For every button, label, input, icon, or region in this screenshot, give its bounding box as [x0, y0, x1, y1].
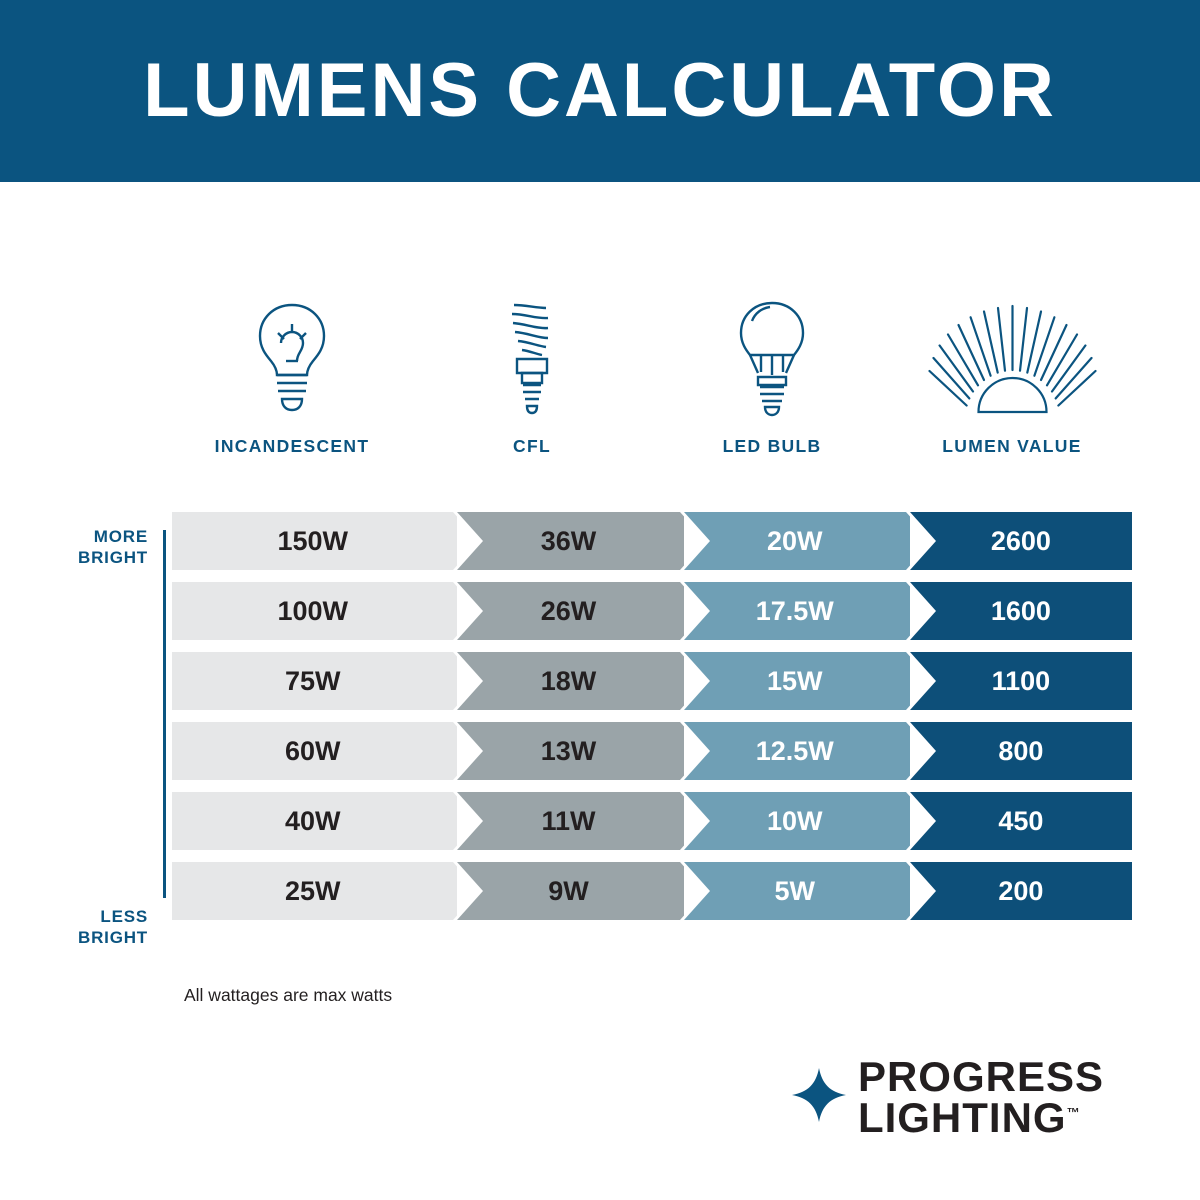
logo-line-progress: PROGRESS [857, 1053, 1104, 1101]
cell-led [684, 862, 906, 920]
cell-value: 36W [540, 525, 597, 556]
table-row [172, 792, 1132, 850]
column-label: CFL [513, 436, 551, 456]
column-header-led [652, 290, 892, 470]
cell-led [684, 582, 906, 640]
logo-line-lighting [857, 1093, 1104, 1141]
column-label: LED BULB [722, 436, 822, 456]
cell-value: 60W [284, 735, 341, 766]
cell-value: 25W [284, 875, 341, 906]
cell-cfl [457, 582, 679, 640]
table-row [172, 862, 1132, 920]
cell-incandescent [172, 652, 453, 710]
cell-incandescent [172, 792, 453, 850]
cell-led [684, 792, 906, 850]
table-row [172, 722, 1132, 780]
cell-led [684, 512, 906, 570]
cell-cfl [457, 792, 679, 850]
column-header-incandescent [172, 290, 412, 470]
cfl-bulb-icon [477, 290, 587, 420]
cell-value: 150W [277, 525, 348, 556]
cell-led [684, 652, 906, 710]
cell-lumens [910, 652, 1132, 710]
page-header [0, 0, 1200, 182]
column-header-lumen-value [892, 290, 1132, 470]
axis-label-more-bright: MORE BRIGHT [78, 527, 148, 568]
cell-value: 75W [284, 665, 341, 696]
incandescent-bulb-icon [237, 290, 347, 420]
cell-incandescent [172, 512, 453, 570]
table-row [172, 512, 1132, 570]
cell-lumens [910, 722, 1132, 780]
cell-lumens [910, 862, 1132, 920]
cell-value: 13W [540, 735, 597, 766]
column-headers [172, 290, 1132, 470]
sun-rays-icon [925, 290, 1100, 420]
cell-incandescent [172, 862, 453, 920]
logo-lighting-text: LIGHTING [857, 1093, 1067, 1141]
column-label: INCANDESCENT [214, 436, 370, 456]
cell-cfl [457, 652, 679, 710]
brightness-axis [62, 512, 170, 962]
cell-value: 17.5W [755, 595, 834, 626]
page-title: LUMENS CALCULATOR [143, 48, 1057, 133]
cell-led [684, 722, 906, 780]
cell-value: 15W [766, 665, 823, 696]
axis-line [163, 530, 166, 898]
cell-incandescent [172, 722, 453, 780]
cell-value: 20W [766, 525, 823, 556]
cell-value: 11W [541, 805, 596, 836]
footnote: All wattages are max watts [184, 985, 393, 1005]
cell-lumens [910, 792, 1132, 850]
axis-label-less-bright: LESS BRIGHT [78, 907, 148, 948]
cell-value: 800 [998, 735, 1044, 766]
brand-logo [790, 1053, 1104, 1141]
column-label: LUMEN VALUE [942, 436, 1082, 456]
trademark-symbol: ™ [1066, 1104, 1080, 1120]
comparison-table [172, 512, 1132, 932]
led-bulb-icon [717, 290, 827, 420]
cell-lumens [910, 512, 1132, 570]
table-row [172, 652, 1132, 710]
cell-value: 200 [998, 875, 1044, 906]
cell-value: 100W [277, 595, 348, 626]
cell-cfl [457, 512, 679, 570]
cell-value: 40W [284, 805, 341, 836]
table-row [172, 582, 1132, 640]
cell-value: 1600 [990, 595, 1051, 626]
cell-value: 450 [998, 805, 1044, 836]
cell-value: 26W [540, 595, 597, 626]
cell-value: 1100 [991, 665, 1051, 696]
star-burst-icon [790, 1066, 848, 1129]
column-header-cfl [412, 290, 652, 470]
cell-incandescent [172, 582, 453, 640]
cell-value: 18W [540, 665, 597, 696]
cell-lumens [910, 582, 1132, 640]
cell-value: 2600 [990, 525, 1051, 556]
cell-value: 10W [766, 805, 823, 836]
cell-value: 9W [548, 875, 589, 906]
cell-cfl [457, 862, 679, 920]
cell-value: 12.5W [755, 735, 834, 766]
cell-value: 5W [774, 875, 815, 906]
cell-cfl [457, 722, 679, 780]
